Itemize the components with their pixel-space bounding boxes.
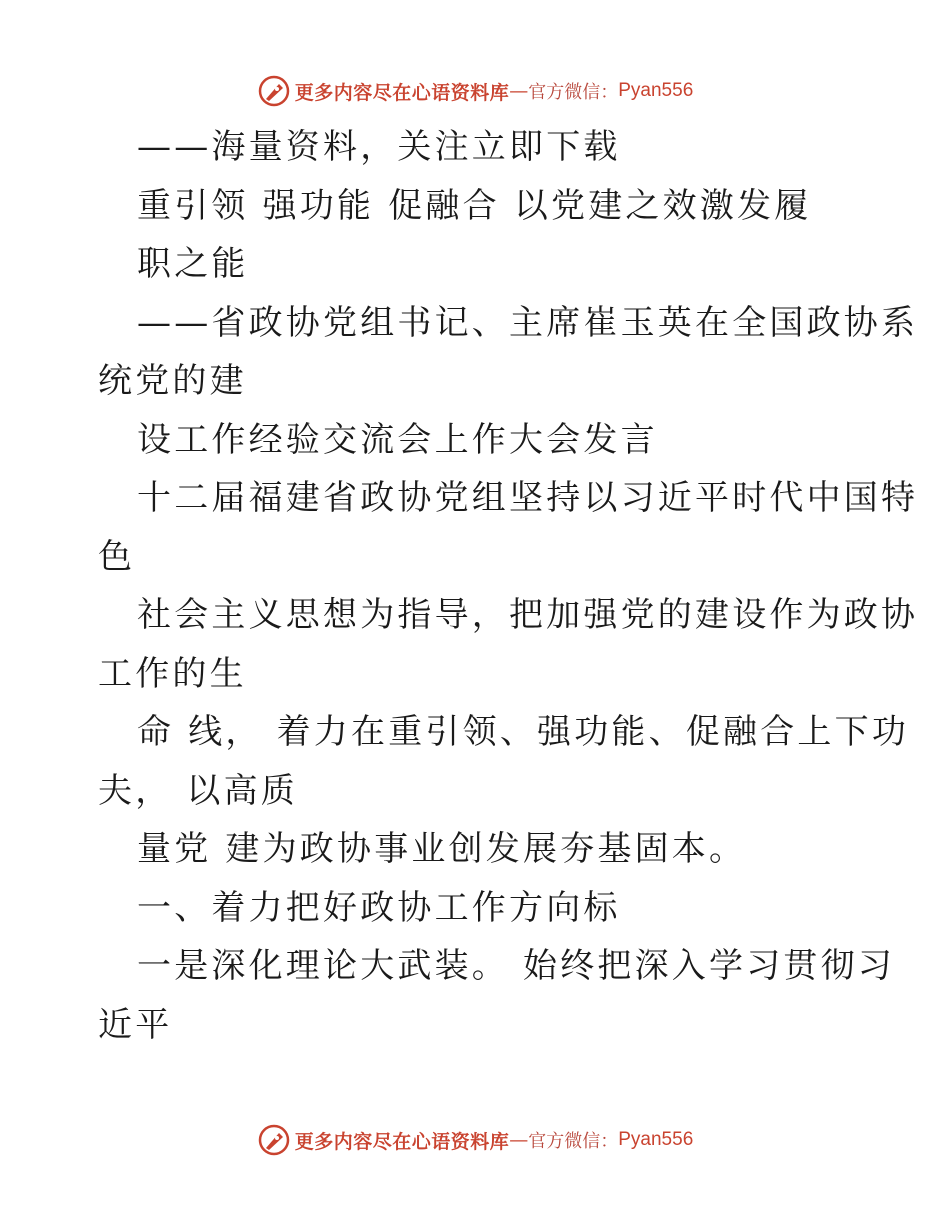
body-line: 重引领 强功能 促融合 以党建之效激发履: [137, 185, 812, 226]
body-line: 夫， 以高质: [98, 770, 299, 811]
document-body: [98, 118, 919, 1054]
pen-nib-logo-icon: [257, 74, 291, 108]
body-line: 近平: [98, 1004, 173, 1045]
body-line: ——省政协党组书记、主席崔玉英在全国政协系: [137, 302, 919, 343]
watermark-dash: —: [509, 1129, 529, 1151]
body-line: 工作的生: [98, 653, 247, 694]
body-line: 一、着力把好政协工作方向标: [137, 887, 621, 928]
body-line: 设工作经验交流会上作大会发言: [137, 419, 658, 460]
pen-nib-logo-icon: [257, 1123, 291, 1157]
watermark-wechat-id: Pyan556: [618, 80, 694, 101]
watermark-dash: —: [509, 80, 529, 102]
footer-watermark: [0, 1120, 950, 1160]
body-line: 量党 建为政协事业创发展夯基固本。: [137, 829, 747, 869]
body-line: 色: [98, 536, 136, 577]
watermark-wechat-id: Pyan556: [618, 1129, 694, 1150]
body-line: 一是深化理论大武装。 始终把深入学习贯彻习: [137, 946, 896, 986]
body-line: 十二届福建省政协党组坚持以习近平时代中国特: [137, 478, 919, 518]
watermark-sub-text: 官方微信：: [528, 1131, 619, 1152]
watermark-main-text: 更多内容尽在心语资料库: [294, 81, 510, 104]
body-line: 职之能: [137, 244, 249, 284]
header-watermark: [0, 71, 950, 111]
watermark-main-text: 更多内容尽在心语资料库: [294, 1130, 510, 1153]
body-line: ——海量资料，关注立即下载: [137, 127, 621, 167]
watermark-sub-text: 官方微信：: [528, 82, 619, 103]
body-line: 统党的建: [98, 361, 247, 401]
body-line: 社会主义思想为指导，把加强党的建设作为政协: [137, 595, 919, 635]
body-line: 命 线， 着力在重引领、强功能、促融合上下功: [137, 712, 910, 752]
